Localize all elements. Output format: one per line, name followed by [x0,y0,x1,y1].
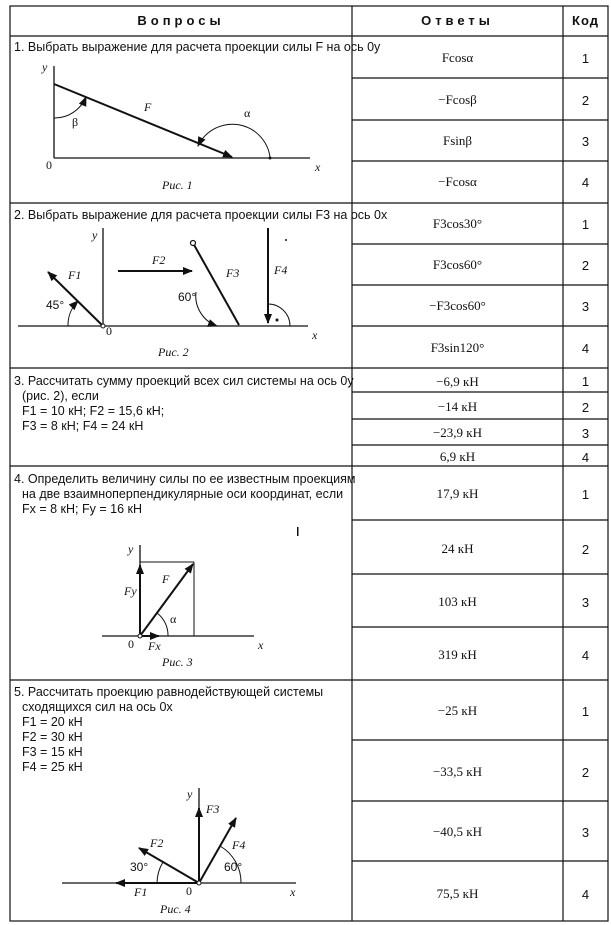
q5-answer-2: −33,5 кН [432,764,483,779]
q1-answer-1: Fcosα [441,50,474,65]
q5-answer-1: −25 кН [437,703,478,718]
q3-answer-4: 6,9 кН [439,449,476,464]
q4-label-y: y [128,542,134,556]
q1-label-alpha: α [244,106,251,120]
q5-line-3: F1 = 20 кН [22,715,83,729]
q5-label-F1: F1 [134,885,148,899]
q2-label-45: 45° [46,298,65,312]
q3-line-1: 3. Рассчитать сумму проекций всех сил системы на ось 0y [14,374,354,388]
q5-label-F2: F2 [150,836,164,850]
q4-code-1: 1 [581,487,590,502]
q5-line-2: сходящихся сил на ось 0x [22,700,173,714]
q4-code-3: 3 [581,595,590,610]
q3-line-3: F1 = 10 кН; F2 = 15,6 кН; [22,404,165,418]
q1-code-3: 3 [581,134,590,149]
q2-answer-4: F3sin120° [430,340,485,355]
q2-label-F2: F2 [152,253,166,267]
q3-answer-1: −6,9 кН [436,374,479,389]
q4-answer-2: 24 кН [441,541,474,556]
q2-code-2: 2 [581,258,590,273]
q5-line-4: F2 = 30 кН [22,730,83,744]
q1-answer-2: −Fcosβ [438,92,477,107]
q2-code-1: 1 [581,217,590,232]
q2-label-x: x [312,328,318,342]
q2-answer-2: F3cos60° [432,257,483,272]
q1-label-y: y [42,60,48,74]
q4-line-2: на две взаимноперпендикулярные оси координат, если [22,487,344,501]
q2-label-o: 0 [106,324,112,338]
q4-line-3: Fx = 8 кН; Fy = 16 кН [22,502,143,516]
q5-code-2: 2 [581,765,590,780]
q5-code-1: 1 [581,704,590,719]
q5-label-60: 60° [224,860,243,874]
q3-answer-2: −14 кН [437,399,478,414]
q5-caption: Рис. 4 [160,902,191,916]
q1-code-4: 4 [581,175,590,190]
q2-label-F3: F3 [226,266,240,280]
q3-code-1: 1 [581,374,590,389]
q1-code-1: 1 [581,51,590,66]
q2-code-3: 3 [581,299,590,314]
q5-line-6: F4 = 25 кН [22,760,83,774]
q2-answer-1: F3cos30° [432,216,483,231]
q2-label-y: y [92,228,98,242]
q1-label-x: x [315,160,321,174]
header-answers: Ответы [421,13,494,28]
q4-label-F: F [162,572,170,586]
q2-code-4: 4 [581,341,590,356]
q2-label-F1: F1 [68,268,82,282]
q3-code-3: 3 [581,426,590,441]
q5-label-y: y [187,787,193,801]
q5-answer-4: 75,5 кН [436,886,479,901]
q1-code-2: 2 [581,93,590,108]
q5-code-3: 3 [581,825,590,840]
q5-label-x: x [290,885,296,899]
header-questions: Вопросы [137,13,225,28]
q1-label-beta: β [72,115,79,129]
q4-label-o: 0 [128,637,134,651]
q3-code-4: 4 [581,450,590,465]
q4-answer-4: 319 кН [438,647,477,662]
q1-answer-4: −Fcosα [438,174,477,189]
q5-label-30: 30° [130,860,149,874]
q4-caption: Рис. 3 [162,655,193,669]
q2-caption: Рис. 2 [158,345,189,359]
q4-code-4: 4 [581,648,590,663]
q3-line-2: (рис. 2), если [22,389,99,403]
q4-code-2: 2 [581,542,590,557]
q1-label-o: 0 [46,158,52,172]
q4-line-1: 4. Определить величину силы по ее известным проекциям [14,472,356,486]
q4-label-Fx: Fx [148,639,161,653]
q3-line-4: F3 = 8 кН; F4 = 24 кН [22,419,144,433]
header-code: Код [572,13,599,28]
q2-text: 2. Выбрать выражение для расчета проекции силы F3 на ось 0x [14,208,388,222]
q4-answer-3: 103 кН [438,594,477,609]
q5-line-5: F3 = 15 кН [22,745,83,759]
q5-label-o: 0 [186,884,192,898]
q5-answer-3: −40,5 кН [432,824,483,839]
q2-answer-3: −F3cos60° [429,298,486,313]
q5-code-4: 4 [581,887,590,902]
q1-caption: Рис. 1 [162,178,193,192]
q3-code-2: 2 [581,400,590,415]
q4-label-alpha: α [170,612,177,626]
q1-label-F: F [144,100,152,114]
q3-answer-3: −23,9 кН [432,425,483,440]
q4-label-x: x [258,638,264,652]
q5-label-F3: F3 [206,802,220,816]
q5-line-1: 5. Рассчитать проекцию равнодействующей системы [14,685,324,699]
q1-answer-3: Fsinβ [442,133,472,148]
q1-text: 1. Выбрать выражение для расчета проекции силы F на ось 0y [14,40,381,54]
q2-label-60: 60° [178,290,197,304]
q2-label-F4: F4 [274,263,288,277]
q5-label-F4: F4 [232,838,246,852]
q4-label-Fy: Fy [124,584,137,598]
q4-answer-1: 17,9 кН [436,486,479,501]
